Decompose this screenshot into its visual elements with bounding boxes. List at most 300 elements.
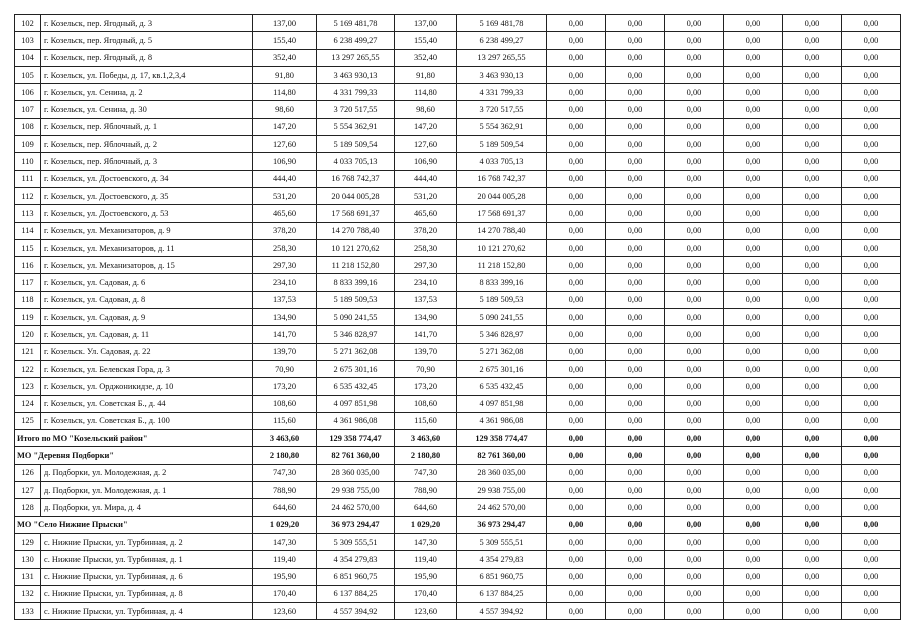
zero-value-cell: 0,00 (547, 516, 606, 533)
zero-value-cell: 0,00 (606, 551, 665, 568)
area-cell: 378,20 (395, 222, 457, 239)
zero-value-cell: 0,00 (547, 464, 606, 481)
zero-value-cell: 0,00 (665, 222, 724, 239)
row-number-cell: 132 (15, 585, 41, 602)
zero-value-cell: 0,00 (665, 516, 724, 533)
area-cell: 137,53 (253, 291, 317, 308)
area-cell: 170,40 (253, 585, 317, 602)
subtotal-label-cell: Итого по МО "Козельский район" (15, 430, 253, 447)
zero-value-cell: 0,00 (842, 551, 901, 568)
zero-value-cell: 0,00 (842, 66, 901, 83)
table-row (15, 412, 901, 429)
cost-cell: 2 675 301,16 (457, 360, 547, 377)
zero-value-cell: 0,00 (606, 84, 665, 101)
zero-value-cell: 0,00 (842, 430, 901, 447)
cost-cell: 13 297 265,55 (457, 49, 547, 66)
zero-value-cell: 0,00 (665, 343, 724, 360)
zero-value-cell: 0,00 (724, 101, 783, 118)
table-row (15, 533, 901, 550)
zero-value-cell: 0,00 (665, 153, 724, 170)
zero-value-cell: 0,00 (665, 84, 724, 101)
row-number-cell: 105 (15, 66, 41, 83)
zero-value-cell: 0,00 (665, 239, 724, 256)
zero-value-cell: 0,00 (665, 585, 724, 602)
area-cell: 1 029,20 (395, 516, 457, 533)
cost-cell: 5 189 509,53 (457, 291, 547, 308)
row-number-cell: 120 (15, 326, 41, 343)
table-row (15, 378, 901, 395)
zero-value-cell: 0,00 (665, 551, 724, 568)
zero-value-cell: 0,00 (547, 482, 606, 499)
address-cell: г. Козельск, ул. Механизаторов, д. 15 (41, 257, 253, 274)
zero-value-cell: 0,00 (842, 274, 901, 291)
zero-value-cell: 0,00 (842, 516, 901, 533)
area-cell: 123,60 (395, 603, 457, 620)
zero-value-cell: 0,00 (665, 66, 724, 83)
row-number-cell: 123 (15, 378, 41, 395)
zero-value-cell: 0,00 (783, 585, 842, 602)
cost-cell: 10 121 270,62 (457, 239, 547, 256)
zero-value-cell: 0,00 (783, 49, 842, 66)
row-number-cell: 126 (15, 464, 41, 481)
zero-value-cell: 0,00 (665, 205, 724, 222)
area-cell: 195,90 (253, 568, 317, 585)
zero-value-cell: 0,00 (783, 66, 842, 83)
zero-value-cell: 0,00 (842, 153, 901, 170)
zero-value-cell: 0,00 (783, 464, 842, 481)
zero-value-cell: 0,00 (783, 84, 842, 101)
zero-value-cell: 0,00 (783, 153, 842, 170)
zero-value-cell: 0,00 (724, 603, 783, 620)
zero-value-cell: 0,00 (547, 49, 606, 66)
area-cell: 106,90 (395, 153, 457, 170)
zero-value-cell: 0,00 (783, 309, 842, 326)
table-row (15, 482, 901, 499)
zero-value-cell: 0,00 (665, 257, 724, 274)
cost-cell: 6 238 499,27 (317, 32, 395, 49)
zero-value-cell: 0,00 (842, 378, 901, 395)
zero-value-cell: 0,00 (842, 15, 901, 32)
zero-value-cell: 0,00 (842, 499, 901, 516)
table-row (15, 222, 901, 239)
zero-value-cell: 0,00 (547, 257, 606, 274)
area-cell: 141,70 (253, 326, 317, 343)
area-cell: 123,60 (253, 603, 317, 620)
cost-cell: 4 361 986,08 (317, 412, 395, 429)
cost-cell: 5 090 241,55 (317, 309, 395, 326)
area-cell: 70,90 (395, 360, 457, 377)
zero-value-cell: 0,00 (547, 326, 606, 343)
cost-cell: 4 033 705,13 (317, 153, 395, 170)
zero-value-cell: 0,00 (724, 551, 783, 568)
table-row (15, 32, 901, 49)
cost-cell: 3 463 930,13 (457, 66, 547, 83)
zero-value-cell: 0,00 (665, 447, 724, 464)
zero-value-cell: 0,00 (842, 101, 901, 118)
area-cell: 139,70 (253, 343, 317, 360)
zero-value-cell: 0,00 (547, 15, 606, 32)
row-number-cell: 106 (15, 84, 41, 101)
zero-value-cell: 0,00 (665, 32, 724, 49)
zero-value-cell: 0,00 (783, 32, 842, 49)
zero-value-cell: 0,00 (606, 257, 665, 274)
table-row (15, 464, 901, 481)
area-cell: 644,60 (395, 499, 457, 516)
area-cell: 747,30 (395, 464, 457, 481)
address-cell: г. Козельск, пер. Яблочный, д. 3 (41, 153, 253, 170)
zero-value-cell: 0,00 (783, 15, 842, 32)
cost-cell: 13 297 265,55 (317, 49, 395, 66)
zero-value-cell: 0,00 (547, 187, 606, 204)
area-cell: 147,20 (395, 118, 457, 135)
zero-value-cell: 0,00 (606, 430, 665, 447)
zero-value-cell: 0,00 (606, 118, 665, 135)
area-cell: 119,40 (395, 551, 457, 568)
address-cell: с. Нижние Прыски, ул. Турбинная, д. 6 (41, 568, 253, 585)
zero-value-cell: 0,00 (606, 274, 665, 291)
table-row (15, 153, 901, 170)
area-cell: 98,60 (253, 101, 317, 118)
zero-value-cell: 0,00 (547, 533, 606, 550)
table-row (15, 101, 901, 118)
zero-value-cell: 0,00 (724, 309, 783, 326)
row-number-cell: 128 (15, 499, 41, 516)
zero-value-cell: 0,00 (665, 291, 724, 308)
zero-value-cell: 0,00 (783, 360, 842, 377)
address-cell: г. Козельск, пер. Ягодный, д. 8 (41, 49, 253, 66)
zero-value-cell: 0,00 (842, 412, 901, 429)
subtotal-row (15, 430, 901, 447)
zero-value-cell: 0,00 (606, 49, 665, 66)
area-cell: 114,80 (395, 84, 457, 101)
cost-cell: 4 097 851,98 (457, 395, 547, 412)
zero-value-cell: 0,00 (783, 170, 842, 187)
address-cell: г. Козельск, ул. Садовая, д. 6 (41, 274, 253, 291)
cost-cell: 5 189 509,54 (457, 136, 547, 153)
zero-value-cell: 0,00 (842, 603, 901, 620)
area-cell: 465,60 (395, 205, 457, 222)
cost-cell: 4 354 279,83 (457, 551, 547, 568)
zero-value-cell: 0,00 (724, 326, 783, 343)
zero-value-cell: 0,00 (724, 136, 783, 153)
address-cell: с. Нижние Прыски, ул. Турбинная, д. 2 (41, 533, 253, 550)
cost-cell: 16 768 742,37 (457, 170, 547, 187)
row-number-cell: 118 (15, 291, 41, 308)
cost-cell: 6 851 960,75 (317, 568, 395, 585)
zero-value-cell: 0,00 (547, 603, 606, 620)
row-number-cell: 124 (15, 395, 41, 412)
zero-value-cell: 0,00 (724, 343, 783, 360)
table-row (15, 239, 901, 256)
area-cell: 134,90 (253, 309, 317, 326)
zero-value-cell: 0,00 (783, 343, 842, 360)
cost-cell: 20 044 005,28 (317, 187, 395, 204)
zero-value-cell: 0,00 (606, 378, 665, 395)
zero-value-cell: 0,00 (547, 136, 606, 153)
cost-cell: 3 720 517,55 (457, 101, 547, 118)
zero-value-cell: 0,00 (665, 309, 724, 326)
cost-cell: 28 360 035,00 (457, 464, 547, 481)
address-cell: г. Козельск, ул. Садовая, д. 8 (41, 291, 253, 308)
cost-cell: 6 137 884,25 (317, 585, 395, 602)
cost-cell: 5 271 362,08 (317, 343, 395, 360)
table-row (15, 395, 901, 412)
zero-value-cell: 0,00 (665, 482, 724, 499)
zero-value-cell: 0,00 (665, 464, 724, 481)
zero-value-cell: 0,00 (724, 585, 783, 602)
zero-value-cell: 0,00 (547, 551, 606, 568)
subtotal-row (15, 516, 901, 533)
cost-cell: 4 331 799,33 (457, 84, 547, 101)
table-row (15, 603, 901, 620)
row-number-cell: 102 (15, 15, 41, 32)
zero-value-cell: 0,00 (665, 395, 724, 412)
zero-value-cell: 0,00 (724, 66, 783, 83)
zero-value-cell: 0,00 (783, 378, 842, 395)
zero-value-cell: 0,00 (724, 32, 783, 49)
zero-value-cell: 0,00 (842, 118, 901, 135)
zero-value-cell: 0,00 (665, 274, 724, 291)
zero-value-cell: 0,00 (724, 568, 783, 585)
area-cell: 119,40 (253, 551, 317, 568)
cost-cell: 29 938 755,00 (317, 482, 395, 499)
cost-cell: 8 833 399,16 (317, 274, 395, 291)
cost-cell: 11 218 152,80 (317, 257, 395, 274)
zero-value-cell: 0,00 (665, 15, 724, 32)
cost-cell: 5 346 828,97 (457, 326, 547, 343)
zero-value-cell: 0,00 (606, 239, 665, 256)
cost-cell: 2 675 301,16 (317, 360, 395, 377)
area-cell: 788,90 (395, 482, 457, 499)
cost-cell: 82 761 360,00 (457, 447, 547, 464)
area-cell: 127,60 (395, 136, 457, 153)
row-number-cell: 104 (15, 49, 41, 66)
area-cell: 173,20 (395, 378, 457, 395)
cost-cell: 6 238 499,27 (457, 32, 547, 49)
cost-cell: 29 938 755,00 (457, 482, 547, 499)
table-row (15, 66, 901, 83)
address-cell: г. Козельск, ул. Сенина, д. 30 (41, 101, 253, 118)
zero-value-cell: 0,00 (724, 464, 783, 481)
subtotal-label-cell: МО "Деревня Подборки" (15, 447, 253, 464)
zero-value-cell: 0,00 (783, 205, 842, 222)
zero-value-cell: 0,00 (547, 239, 606, 256)
zero-value-cell: 0,00 (606, 482, 665, 499)
cost-cell: 3 463 930,13 (317, 66, 395, 83)
zero-value-cell: 0,00 (606, 170, 665, 187)
zero-value-cell: 0,00 (547, 585, 606, 602)
area-cell: 147,30 (253, 533, 317, 550)
zero-value-cell: 0,00 (724, 516, 783, 533)
zero-value-cell: 0,00 (606, 15, 665, 32)
zero-value-cell: 0,00 (724, 205, 783, 222)
address-cell: г. Козельск, ул. Достоевского, д. 35 (41, 187, 253, 204)
zero-value-cell: 0,00 (665, 533, 724, 550)
zero-value-cell: 0,00 (606, 568, 665, 585)
zero-value-cell: 0,00 (724, 257, 783, 274)
area-cell: 195,90 (395, 568, 457, 585)
cost-cell: 6 851 960,75 (457, 568, 547, 585)
zero-value-cell: 0,00 (783, 326, 842, 343)
zero-value-cell: 0,00 (665, 326, 724, 343)
area-cell: 155,40 (253, 32, 317, 49)
area-cell: 465,60 (253, 205, 317, 222)
zero-value-cell: 0,00 (842, 326, 901, 343)
zero-value-cell: 0,00 (606, 360, 665, 377)
table-row (15, 585, 901, 602)
zero-value-cell: 0,00 (606, 291, 665, 308)
area-cell: 91,80 (395, 66, 457, 83)
zero-value-cell: 0,00 (606, 533, 665, 550)
table-row (15, 187, 901, 204)
address-cell: г. Козельск, пер. Ягодный, д. 5 (41, 32, 253, 49)
zero-value-cell: 0,00 (783, 118, 842, 135)
zero-value-cell: 0,00 (842, 222, 901, 239)
zero-value-cell: 0,00 (606, 136, 665, 153)
zero-value-cell: 0,00 (783, 257, 842, 274)
cost-cell: 14 270 788,40 (317, 222, 395, 239)
zero-value-cell: 0,00 (606, 395, 665, 412)
row-number-cell: 131 (15, 568, 41, 585)
area-cell: 297,30 (253, 257, 317, 274)
zero-value-cell: 0,00 (665, 118, 724, 135)
table-row (15, 84, 901, 101)
area-cell: 531,20 (253, 187, 317, 204)
area-cell: 747,30 (253, 464, 317, 481)
row-number-cell: 122 (15, 360, 41, 377)
zero-value-cell: 0,00 (665, 49, 724, 66)
zero-value-cell: 0,00 (665, 378, 724, 395)
table-row (15, 257, 901, 274)
area-cell: 234,10 (395, 274, 457, 291)
zero-value-cell: 0,00 (547, 395, 606, 412)
row-number-cell: 103 (15, 32, 41, 49)
zero-value-cell: 0,00 (842, 136, 901, 153)
cost-cell: 5 309 555,51 (317, 533, 395, 550)
zero-value-cell: 0,00 (665, 430, 724, 447)
zero-value-cell: 0,00 (842, 568, 901, 585)
area-cell: 173,20 (253, 378, 317, 395)
zero-value-cell: 0,00 (547, 309, 606, 326)
zero-value-cell: 0,00 (606, 585, 665, 602)
zero-value-cell: 0,00 (783, 239, 842, 256)
zero-value-cell: 0,00 (783, 187, 842, 204)
subtotal-label-cell: МО "Село Нижние Прыски" (15, 516, 253, 533)
zero-value-cell: 0,00 (547, 291, 606, 308)
zero-value-cell: 0,00 (783, 482, 842, 499)
cost-cell: 36 973 294,47 (457, 516, 547, 533)
area-cell: 531,20 (395, 187, 457, 204)
subtotal-row (15, 447, 901, 464)
address-cell: г. Козельск, ул. Советская Б., д. 44 (41, 395, 253, 412)
zero-value-cell: 0,00 (547, 32, 606, 49)
zero-value-cell: 0,00 (842, 32, 901, 49)
zero-value-cell: 0,00 (724, 118, 783, 135)
address-cell: г. Козельск, ул. Достоевского, д. 53 (41, 205, 253, 222)
cost-cell: 36 973 294,47 (317, 516, 395, 533)
cost-cell: 8 833 399,16 (457, 274, 547, 291)
zero-value-cell: 0,00 (547, 499, 606, 516)
cost-cell: 17 568 691,37 (457, 205, 547, 222)
row-number-cell: 115 (15, 239, 41, 256)
area-cell: 115,60 (395, 412, 457, 429)
area-cell: 108,60 (395, 395, 457, 412)
zero-value-cell: 0,00 (724, 84, 783, 101)
zero-value-cell: 0,00 (547, 274, 606, 291)
zero-value-cell: 0,00 (842, 464, 901, 481)
zero-value-cell: 0,00 (665, 136, 724, 153)
zero-value-cell: 0,00 (606, 603, 665, 620)
cost-cell: 5 189 509,54 (317, 136, 395, 153)
area-cell: 141,70 (395, 326, 457, 343)
area-cell: 2 180,80 (253, 447, 317, 464)
row-number-cell: 125 (15, 412, 41, 429)
cost-cell: 17 568 691,37 (317, 205, 395, 222)
cost-cell: 129 358 774,47 (317, 430, 395, 447)
zero-value-cell: 0,00 (842, 257, 901, 274)
zero-value-cell: 0,00 (724, 291, 783, 308)
address-cell: г. Козельск. Ул. Садовая, д. 22 (41, 343, 253, 360)
zero-value-cell: 0,00 (724, 482, 783, 499)
area-cell: 70,90 (253, 360, 317, 377)
area-cell: 137,00 (253, 15, 317, 32)
address-cell: с. Нижние Прыски, ул. Турбинная, д. 4 (41, 603, 253, 620)
zero-value-cell: 0,00 (665, 499, 724, 516)
zero-value-cell: 0,00 (547, 118, 606, 135)
zero-value-cell: 0,00 (842, 205, 901, 222)
zero-value-cell: 0,00 (547, 568, 606, 585)
zero-value-cell: 0,00 (724, 239, 783, 256)
area-cell: 98,60 (395, 101, 457, 118)
zero-value-cell: 0,00 (606, 309, 665, 326)
table-row (15, 343, 901, 360)
table-row (15, 118, 901, 135)
zero-value-cell: 0,00 (606, 187, 665, 204)
zero-value-cell: 0,00 (606, 516, 665, 533)
table-row (15, 136, 901, 153)
zero-value-cell: 0,00 (606, 101, 665, 118)
table-body (15, 15, 901, 620)
zero-value-cell: 0,00 (842, 343, 901, 360)
row-number-cell: 121 (15, 343, 41, 360)
area-cell: 134,90 (395, 309, 457, 326)
zero-value-cell: 0,00 (547, 84, 606, 101)
zero-value-cell: 0,00 (724, 360, 783, 377)
cost-cell: 4 557 394,92 (457, 603, 547, 620)
zero-value-cell: 0,00 (724, 447, 783, 464)
zero-value-cell: 0,00 (606, 222, 665, 239)
zero-value-cell: 0,00 (547, 66, 606, 83)
zero-value-cell: 0,00 (665, 568, 724, 585)
address-cell: г. Козельск, пер. Ягодный, д. 3 (41, 15, 253, 32)
zero-value-cell: 0,00 (547, 101, 606, 118)
zero-value-cell: 0,00 (547, 378, 606, 395)
zero-value-cell: 0,00 (724, 378, 783, 395)
area-cell: 258,30 (253, 239, 317, 256)
area-cell: 137,53 (395, 291, 457, 308)
zero-value-cell: 0,00 (783, 430, 842, 447)
zero-value-cell: 0,00 (547, 447, 606, 464)
area-cell: 139,70 (395, 343, 457, 360)
row-number-cell: 116 (15, 257, 41, 274)
zero-value-cell: 0,00 (547, 343, 606, 360)
table-row (15, 49, 901, 66)
area-cell: 444,40 (395, 170, 457, 187)
zero-value-cell: 0,00 (606, 32, 665, 49)
address-cell: г. Козельск, пер. Яблочный, д. 2 (41, 136, 253, 153)
row-number-cell: 109 (15, 136, 41, 153)
cost-cell: 5 554 362,91 (317, 118, 395, 135)
